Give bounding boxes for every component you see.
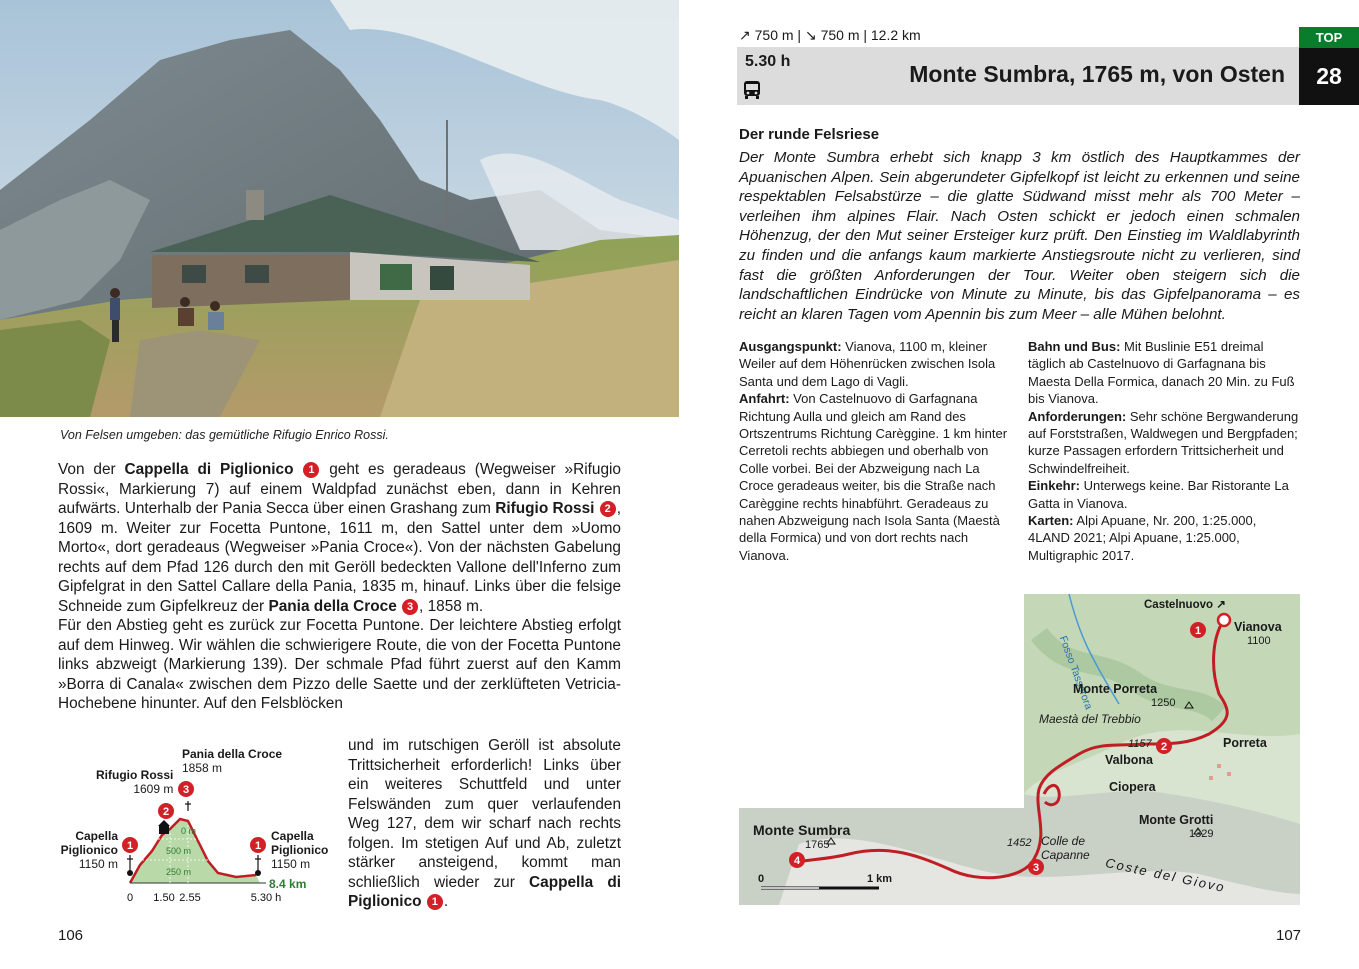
waypoint-marker: 1 bbox=[427, 894, 443, 910]
left-page bbox=[0, 0, 679, 969]
route-map bbox=[739, 594, 1300, 905]
map-label-vianova: Vianova bbox=[1234, 620, 1282, 634]
profile-marker: 2 bbox=[162, 806, 170, 818]
start-label: Capella Piglionico 1150 m bbox=[60, 829, 118, 871]
waypoint-marker: 3 bbox=[402, 599, 418, 615]
time-tick: 5.30 h bbox=[250, 892, 282, 904]
info-item: Ausgangspunkt: Vianova, 1100 m, kleiner Weiler auf dem Höhenrücken zwischen Isola Santa und dem Lago di Vagli. bbox=[739, 339, 996, 389]
map-label-ciopera: Ciopera bbox=[1109, 780, 1156, 794]
end-label: Capella Piglionico 1150 m bbox=[271, 829, 329, 871]
time-tick: 2.55 bbox=[179, 892, 201, 904]
info-item: Karten: Alpi Apuane, Nr. 200, 1:25.000, 4LAND 2021; Alpi Apuane, 1:25.000, Multigraphic 2017. bbox=[1028, 513, 1257, 563]
map-marker: 4 bbox=[793, 855, 801, 867]
map-label-monte-porreta: Monte Porreta bbox=[1073, 682, 1158, 696]
map-marker: 3 bbox=[1032, 862, 1040, 874]
left-body-text bbox=[58, 460, 621, 714]
map-label-coste: Coste del Giovo bbox=[1104, 855, 1228, 896]
rifugio-photo bbox=[0, 0, 679, 417]
info-item: Bahn und Bus: Mit Buslinie E51 dreimal täglich ab Castelnuovo di Garfagnana bis Maesta Della Formica, danach 20 Min. zu Fuß bis Vianova. bbox=[1028, 339, 1295, 407]
left-paragraph-2: Für den Abstieg geht es zurück zur Focetta Puntone. Der leichtere Abstieg erfolgt auf dem Hinweg. Wir wählen die schwierigere Route, die von der Focetta Puntone links abzweigt (Markierung 139). Der schmale Pfad führt zuerst auf den Kamm »Borra di Canala« zwischen dem Pizzo delle Saette und der zerklüfteten Vetricia-Hochebene hinunter. Auf den Felsblöcken bbox=[58, 617, 621, 712]
map-label-monte-sumbra: Monte Sumbra bbox=[753, 822, 851, 838]
map-label-valbona: Valbona bbox=[1105, 753, 1153, 767]
distance-label: 8.4 km bbox=[269, 877, 307, 891]
info-column-right bbox=[1028, 338, 1300, 564]
info-item: Anfahrt: Von Castelnuovo di Garfagnana Richtung Aulla und gleich am Rand des Ortszentrums Richtung Carèggine. 1 km hinter Cerretoli rechts abbiegen und oberhalb von Colle vorbei. Bei der Abzweigung nach La Croce geradeaus weiter, bis die Straße nach Carèggine rechts hinabführt. Geradeaus zu nahen Abzweigung nach Isola Santa (Maestà della Formica) und von dort rechts nach Vianova. bbox=[739, 391, 1008, 563]
page-number-right: 107 bbox=[1276, 927, 1302, 944]
time-tick: 0 bbox=[126, 892, 134, 904]
section-subheading: Der runde Felsriese bbox=[739, 126, 880, 143]
map-marker: 1 bbox=[1194, 625, 1202, 637]
map-scale-km: 1 km bbox=[867, 873, 893, 885]
left-body-text-continued: und im rutschigen Geröll ist absolute Trittsicherheit erforderlich! Links über ein weiteres Schuttfeld und unter Felswänden zum quer verlaufenden Weg 127, dem wir scharf nach rechts folgen. Im stetigen Auf und Ab, zuletzt stärker ansteigend, kommt man schließlich wieder zur Cappella di Piglionico 1 . bbox=[348, 737, 621, 910]
map-label-maesta: Maestà del Trebbio bbox=[1039, 712, 1141, 726]
intro-text: Der Monte Sumbra erhebt sich knapp 3 km östlich des Hauptkammes der Apuanischen Alpen. Sein abgerundeter Gipfelkopf ist leicht zu erkennen und seine respektablen Felsabstürze – die glatte Südwand misst mehr als 700 Meter – verleihen ihm alpines Flair. Nach Osten schickt er jedoch einen schmalen Höhenzug, der den Mut seiner Ersteiger kurz prüft. Den Einstieg im Waldlabyrinth zu finden und die anfangs kaum markierte Anstiegsroute nicht zu verlieren, sind fast die größten Anforderungen der Tour. Weiter oben steigern sich die landschaftlichen Eindrücke von Minute zu Minute, bis das Gipfelpanorama – es reicht an klaren Tagen vom Apennin bis zum Meer – alle Mühen belohnt. bbox=[739, 149, 1300, 323]
map-label-sumbra-elev: 1765 bbox=[805, 839, 830, 851]
map-scale-zero: 0 bbox=[758, 873, 765, 885]
top-badge: TOP bbox=[1299, 27, 1359, 48]
profile-marker: 1 bbox=[254, 840, 262, 852]
waypoint-marker: 1 bbox=[303, 462, 319, 478]
elev-tick: 0 m bbox=[181, 826, 197, 836]
page-number-left: 106 bbox=[58, 927, 84, 944]
tour-duration: 5.30 h bbox=[745, 53, 791, 70]
time-tick: 1.50 bbox=[153, 892, 175, 904]
map-label-grotti-elev: 1329 bbox=[1189, 828, 1214, 840]
tour-title: Monte Sumbra, 1765 m, von Osten bbox=[909, 61, 1285, 87]
tour-number-badge: 28 bbox=[1299, 48, 1359, 105]
map-label-monte-grotti: Monte Grotti bbox=[1139, 813, 1214, 827]
bus-icon bbox=[742, 80, 762, 100]
photo-caption: Von Felsen umgeben: das gemütliche Rifugio Enrico Rossi. bbox=[60, 428, 389, 442]
tour-stats: ↗ 750 m | ↘ 750 m | 12.2 km bbox=[739, 27, 921, 43]
info-item: Anforderungen: Sehr schöne Bergwanderung auf Forststraßen, Waldwegen und Bergpfaden; kurze Passagen erfordern Trittsicherheit und Schwindelfreiheit. bbox=[1028, 408, 1299, 476]
waypoint-marker: 2 bbox=[600, 501, 616, 517]
profile-marker: 3 bbox=[182, 784, 190, 796]
map-label-porreta: Porreta bbox=[1223, 736, 1267, 750]
info-column-left bbox=[739, 338, 1011, 564]
hut-label: Rifugio Rossi 1609 m bbox=[96, 768, 174, 796]
map-label-porreta-elev: 1250 bbox=[1151, 697, 1176, 709]
profile-marker: 1 bbox=[126, 840, 134, 852]
map-label-castelnuovo: Castelnuovo ↗ bbox=[1144, 599, 1226, 611]
left-paragraph-1: Von der Cappella di Piglionico 1 geht es geradeaus (Wegweiser »Rifugio Rossi«, Markierung 7) auf einem Waldpfad zunächst eben, dann in Kehren aufwärts. Unterhalb der Pania Secca über einen Grashang zum Rifugio Rossi 2 , 1609 m. Weiter zur Focetta Puntone, 1611 m, den Sattel unter dem »Uomo Morto«, dort geradeaus (Wegweiser »Pania Croce«). Von der nächsten Gabelung rechts auf dem Pfad 126 durch den mit Geröll bedeckten Vallone dell'Inferno zum Gipfelgrat in den Sattel Callare della Pania, 1835 m, hinauf. Links über die felsige Schneide zum Gipfelkreuz der Pania della Croce 3 , 1858 m. bbox=[58, 461, 622, 615]
info-item: Einkehr: Unterwegs keine. Bar Ristorante La Gatta in Vianova. bbox=[1028, 478, 1289, 511]
map-label-colle: Colle de Capanne bbox=[1041, 834, 1090, 862]
map-label-vianova-elev: 1100 bbox=[1247, 635, 1271, 647]
map-label-pass-elev: 1157 bbox=[1128, 738, 1152, 750]
summit-label: Pania della Croce 1858 m bbox=[182, 747, 283, 775]
map-marker: 2 bbox=[1160, 741, 1168, 753]
map-label-stream: Fosso Tasserora bbox=[1056, 634, 1095, 712]
elev-tick: 500 m bbox=[166, 846, 192, 856]
map-label-colle-elev: 1452 bbox=[1007, 837, 1032, 849]
elev-tick: 250 m bbox=[166, 867, 192, 877]
elevation-profile bbox=[56, 743, 346, 911]
